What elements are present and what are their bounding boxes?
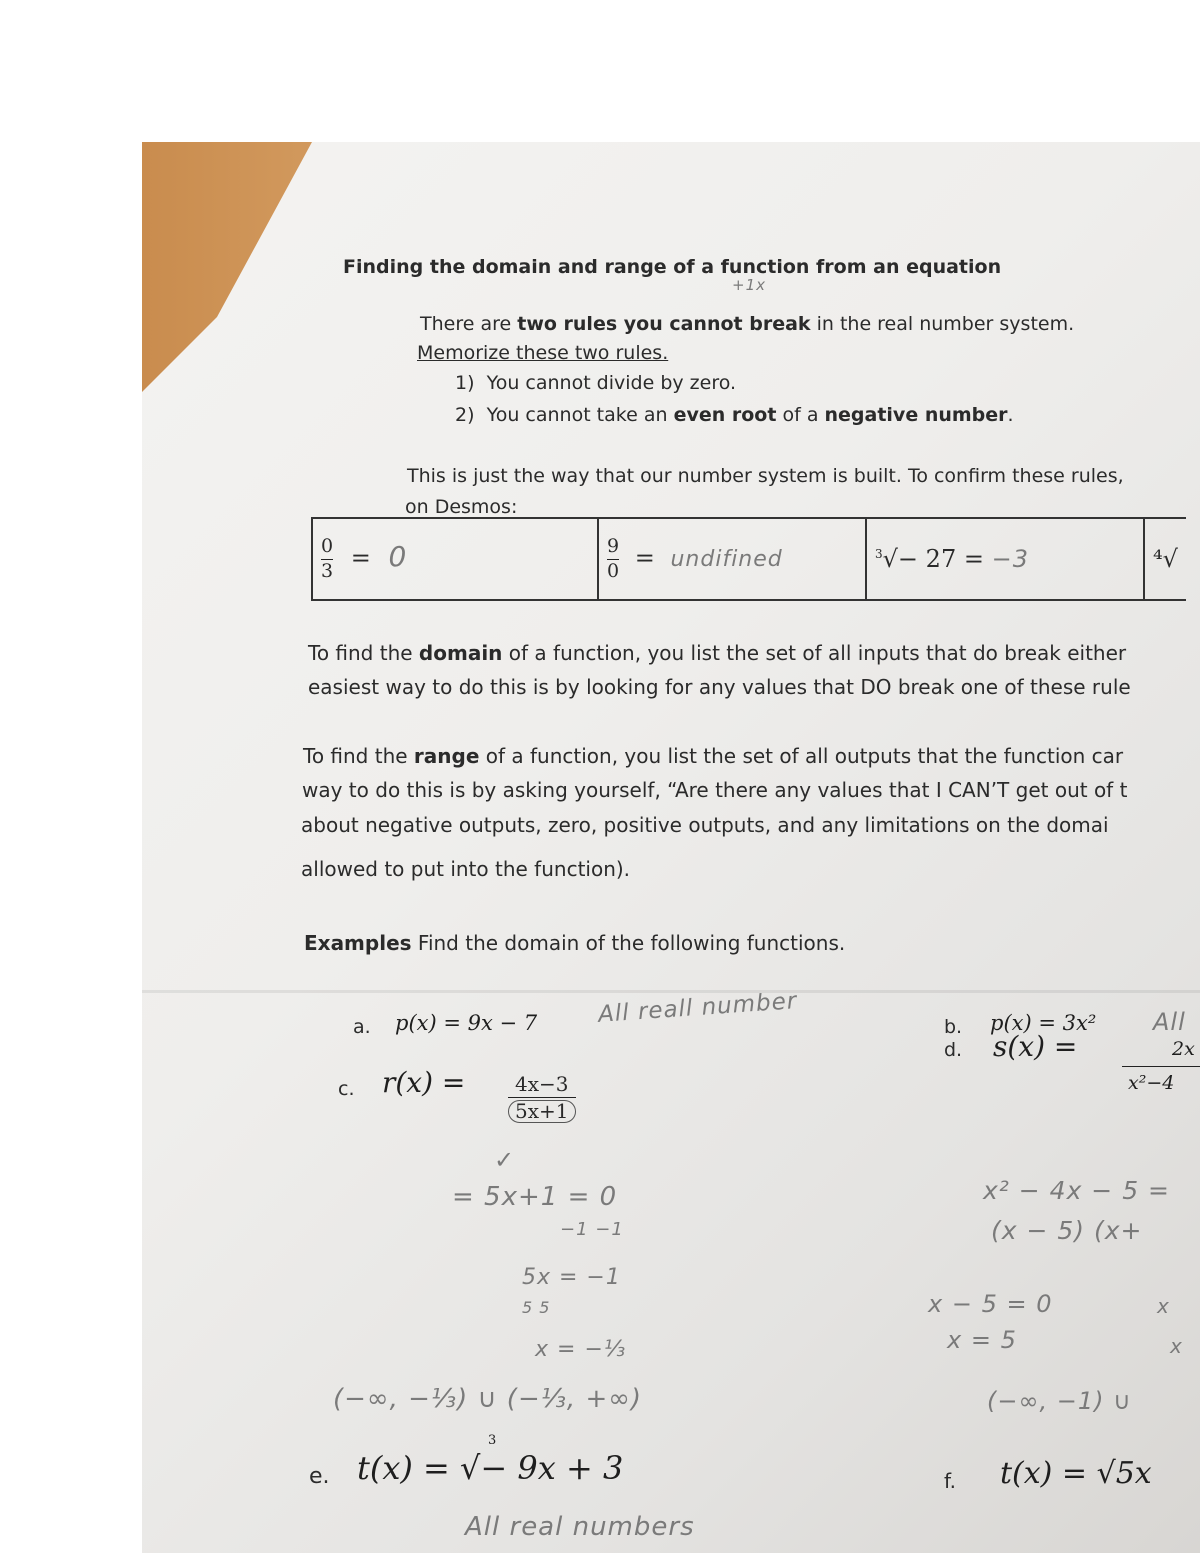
rule-text: of a bbox=[776, 404, 825, 426]
problem-e-label: e. bbox=[309, 1464, 330, 1489]
cell-zero-over-three bbox=[312, 518, 598, 600]
problem-e-expression: t(x) = √− 9x + 3 bbox=[357, 1449, 624, 1487]
rule-2 bbox=[455, 404, 1014, 426]
rule-bold: negative number bbox=[824, 404, 1008, 426]
paper-fold-line bbox=[142, 990, 1200, 993]
fraction bbox=[321, 534, 334, 582]
c-work-line: 5x = −1 bbox=[522, 1265, 621, 1290]
cell-fourth-root bbox=[1144, 518, 1186, 600]
problem-d-label: d. bbox=[944, 1039, 963, 1061]
rule-text: You cannot divide by zero. bbox=[486, 372, 737, 394]
domain-line-1 bbox=[308, 641, 1126, 665]
d-mark: x bbox=[1170, 1334, 1183, 1358]
para-text: of a function, you list the set of all inputs that do break either bbox=[502, 641, 1127, 665]
root-index: 3 bbox=[875, 547, 883, 561]
para-text: To find the bbox=[308, 641, 419, 665]
rule-text: . bbox=[1007, 404, 1014, 426]
equals: = bbox=[634, 543, 655, 572]
problem-f-expression: t(x) = √5x bbox=[1000, 1456, 1152, 1491]
problem-b-label: b. bbox=[944, 1016, 963, 1038]
c-work-line: 5 5 bbox=[522, 1298, 551, 1317]
rule-bold: even root bbox=[673, 404, 777, 426]
problem-e-answer: All real numbers bbox=[465, 1512, 695, 1542]
intro-line-1 bbox=[420, 313, 1074, 335]
fraction bbox=[607, 534, 620, 582]
problem-b-expression: p(x) = 3x² bbox=[990, 1011, 1097, 1035]
range-line-4: allowed to put into the function). bbox=[301, 857, 631, 881]
rule-number: 1) bbox=[455, 372, 475, 394]
c-work-check: ✓ bbox=[494, 1146, 516, 1174]
para-text: To find the bbox=[303, 744, 414, 768]
cell-nine-over-zero bbox=[598, 518, 866, 600]
title-scribble: +1x bbox=[732, 276, 766, 294]
problem-c-lhs: r(x) = bbox=[382, 1066, 466, 1099]
problem-c-fraction bbox=[508, 1074, 576, 1123]
intro-text: There are bbox=[420, 313, 518, 335]
problem-f-label: f. bbox=[944, 1469, 956, 1493]
page-title: Finding the domain and range of a function from an equation bbox=[343, 256, 1002, 278]
para-bold: domain bbox=[418, 641, 503, 665]
c-work-line: −1 −1 bbox=[560, 1219, 624, 1240]
range-line-2: way to do this is by asking yourself, “Are there any values that I CAN’T get out of t bbox=[302, 778, 1128, 802]
denominator: 0 bbox=[607, 559, 620, 582]
rule-text: You cannot take an bbox=[486, 404, 674, 426]
domain-line-2: easiest way to do this is by looking for any values that DO break one of these rule bbox=[308, 675, 1131, 699]
equals: = bbox=[350, 543, 371, 572]
d-work-line: x = 5 bbox=[947, 1326, 1017, 1354]
c-work-line: x = −⅓ bbox=[535, 1337, 627, 1362]
numerator: 9 bbox=[607, 534, 620, 557]
problem-a-expression: p(x) = 9x − 7 bbox=[395, 1011, 538, 1035]
rules-table bbox=[311, 517, 1186, 601]
examples-bold: Examples bbox=[304, 931, 412, 955]
rule-number: 2) bbox=[455, 404, 475, 426]
cell-cube-root bbox=[866, 518, 1144, 600]
d-work-line: x² − 4x − 5 = bbox=[983, 1176, 1170, 1205]
d-work-line: (x − 5) (x+ bbox=[991, 1216, 1143, 1245]
problem-d-fraction-bar bbox=[1122, 1066, 1200, 1067]
rule-1 bbox=[455, 372, 736, 394]
problem-d-numerator: 2x bbox=[1172, 1038, 1195, 1060]
intro-text-end: in the real number system. bbox=[810, 313, 1075, 335]
range-line-3: about negative outputs, zero, positive outputs, and any limitations on the domai bbox=[301, 813, 1109, 837]
numerator: 0 bbox=[321, 534, 334, 557]
problem-c-label: c. bbox=[338, 1078, 355, 1100]
examples-text: Find the domain of the following functions. bbox=[411, 931, 846, 955]
c-work-line: = 5x+1 = 0 bbox=[452, 1182, 618, 1212]
examples-heading bbox=[304, 931, 845, 955]
d-mark: x bbox=[1157, 1294, 1170, 1318]
worksheet-paper bbox=[142, 142, 1200, 1553]
range-line-1 bbox=[303, 744, 1123, 768]
denominator: 5x+1 bbox=[508, 1100, 576, 1123]
fraction bbox=[508, 1074, 576, 1123]
handwritten-answer: 0 bbox=[388, 539, 408, 573]
handwritten-answer: −3 bbox=[991, 545, 1029, 573]
intro-bold: two rules you cannot break bbox=[517, 313, 811, 335]
problem-d-answer: (−∞, −1) ∪ bbox=[987, 1387, 1132, 1415]
problem-a-label: a. bbox=[353, 1016, 371, 1038]
confirm-line-1: This is just the way that our number system is built. To confirm these rules, bbox=[407, 465, 1124, 487]
problem-b-answer: All bbox=[1153, 1008, 1186, 1036]
para-text: of a function, you list the set of all outputs that the function car bbox=[479, 744, 1124, 768]
confirm-line-2: on Desmos: bbox=[405, 496, 518, 518]
denominator: 3 bbox=[321, 559, 334, 582]
problem-d-lhs: s(x) = bbox=[993, 1030, 1078, 1063]
problem-a-answer: All reall number bbox=[597, 988, 799, 1028]
numerator: 4x−3 bbox=[515, 1072, 569, 1096]
root-expression: √− 27 = bbox=[882, 545, 984, 573]
partial-root: ⁴√ bbox=[1153, 545, 1178, 573]
problem-e-root-index: 3 bbox=[488, 1433, 497, 1448]
problem-c-answer: (−∞, −⅓) ∪ (−⅓, +∞) bbox=[333, 1384, 643, 1414]
d-work-line: x − 5 = 0 bbox=[928, 1290, 1053, 1318]
problem-d-denominator: x²−4 bbox=[1128, 1072, 1175, 1094]
intro-line-2: Memorize these two rules. bbox=[417, 342, 669, 364]
para-bold: range bbox=[413, 744, 480, 768]
handwritten-answer: undifined bbox=[670, 546, 783, 572]
